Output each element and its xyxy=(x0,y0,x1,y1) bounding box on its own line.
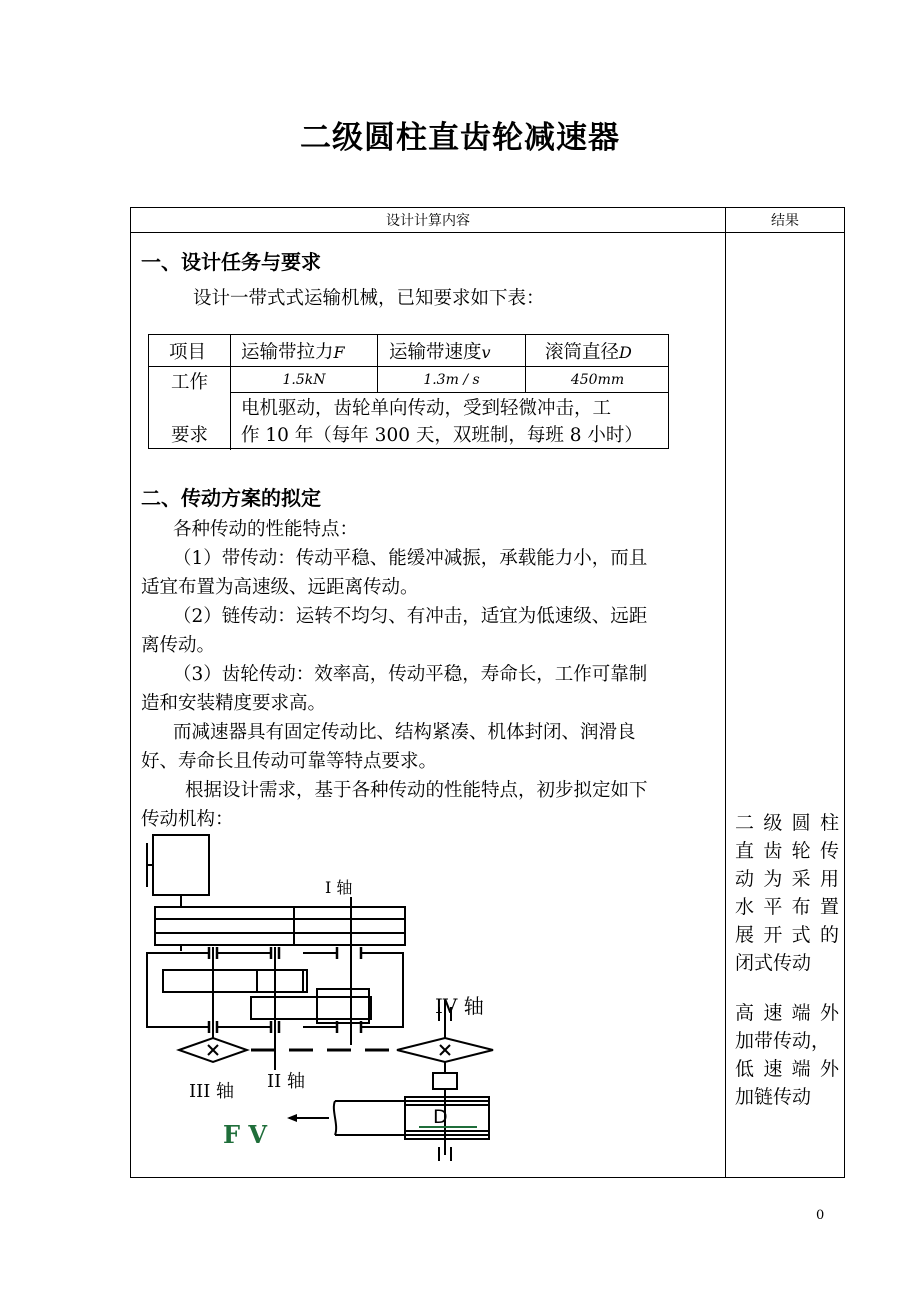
req-conditions-line1: 电机驱动，齿轮单向传动，受到轻微冲击，工 xyxy=(241,398,612,419)
req-header-diameter: 滚筒直径D xyxy=(545,342,632,363)
section2-line: （1）带传动：传动平稳、能缓冲减振，承载能力小，而且 xyxy=(173,548,648,569)
section2-heading: 二、传动方案的拟定 xyxy=(141,486,321,510)
req-speed-value: 1.3m / s xyxy=(423,372,480,388)
requirements-table xyxy=(148,334,669,449)
req-divider xyxy=(230,392,668,393)
design-table xyxy=(130,207,845,1178)
result-line: 闭式传动 xyxy=(735,952,812,974)
shaft2-label: II 轴 xyxy=(267,1071,305,1092)
section2-line: 传动机构： xyxy=(141,809,234,830)
gear-pair-low-speed xyxy=(251,997,371,1019)
section2-line: （2）链传动：运转不均匀、有冲击，适宜为低速级、远距 xyxy=(173,606,648,627)
req-header-speed: 运输带速度v xyxy=(389,342,491,363)
result-line: 高速端外 xyxy=(735,1002,839,1024)
section2-line: 离传动。 xyxy=(141,635,216,656)
result-line: 二级圆柱 xyxy=(735,812,839,834)
result-line: 动为采用 xyxy=(735,868,839,890)
result-line: 加链传动 xyxy=(735,1086,812,1108)
section2-line: 而减速器具有固定传动比、结构紧凑、机体封闭、润滑良 xyxy=(173,722,636,743)
req-force-value: 1.5kN xyxy=(282,372,326,388)
result-line: 低速端外 xyxy=(735,1058,839,1080)
section2-line: （3）齿轮传动：效率高，传动平稳，寿命长，工作可靠制 xyxy=(173,664,648,685)
req-header-force: 运输带拉力F xyxy=(241,342,345,363)
transmission-diagram xyxy=(139,825,504,1167)
shaft1-label: I 轴 xyxy=(325,878,353,897)
drum-label: D xyxy=(433,1106,448,1128)
section2-line: 好、寿命长且传动可靠等特点要求。 xyxy=(141,751,438,772)
header-divider xyxy=(131,232,844,233)
belt-drive xyxy=(155,907,405,945)
result-line: 展开式的 xyxy=(735,924,839,946)
page-number: 0 xyxy=(816,1208,825,1223)
result-line: 水平布置 xyxy=(735,896,839,918)
section2-line: 各种传动的性能特点： xyxy=(173,519,359,540)
shaft3-label: III 轴 xyxy=(189,1081,235,1102)
motor xyxy=(153,835,209,895)
section2-line: 适宜布置为高速级、远距离传动。 xyxy=(141,577,419,598)
req-header-item: 项目 xyxy=(169,342,207,363)
section2-line: 根据设计需求，基于各种传动的性能特点，初步拟定如下 xyxy=(185,780,648,801)
req-row-label-1: 工作 xyxy=(171,372,209,393)
section1-heading: 一、设计任务与要求 xyxy=(141,250,321,274)
header-content: 设计计算内容 xyxy=(386,213,470,229)
req-diameter-value: 450mm xyxy=(570,372,625,388)
req-divider xyxy=(149,366,668,367)
req-conditions-line2: 作 10 年（每年 300 天，双班制，每班 8 小时） xyxy=(241,425,643,446)
result-line: 直齿轮传 xyxy=(735,840,839,862)
gear-pair-high-speed xyxy=(163,970,303,992)
document-title: 二级圆柱直齿轮减速器 xyxy=(300,120,620,156)
header-result: 结果 xyxy=(771,213,799,229)
conveyor-drum xyxy=(334,1097,489,1139)
section1-intro: 设计一带式式运输机械，已知要求如下表： xyxy=(193,288,545,309)
shaft4-label: IV 轴 xyxy=(435,994,484,1018)
req-row-label-2: 要求 xyxy=(171,425,209,446)
section2-line: 造和安装精度要求高。 xyxy=(141,693,327,714)
result-line: 加带传动， xyxy=(735,1030,831,1052)
force-label: F V xyxy=(223,1120,268,1149)
column-divider xyxy=(725,208,726,1177)
